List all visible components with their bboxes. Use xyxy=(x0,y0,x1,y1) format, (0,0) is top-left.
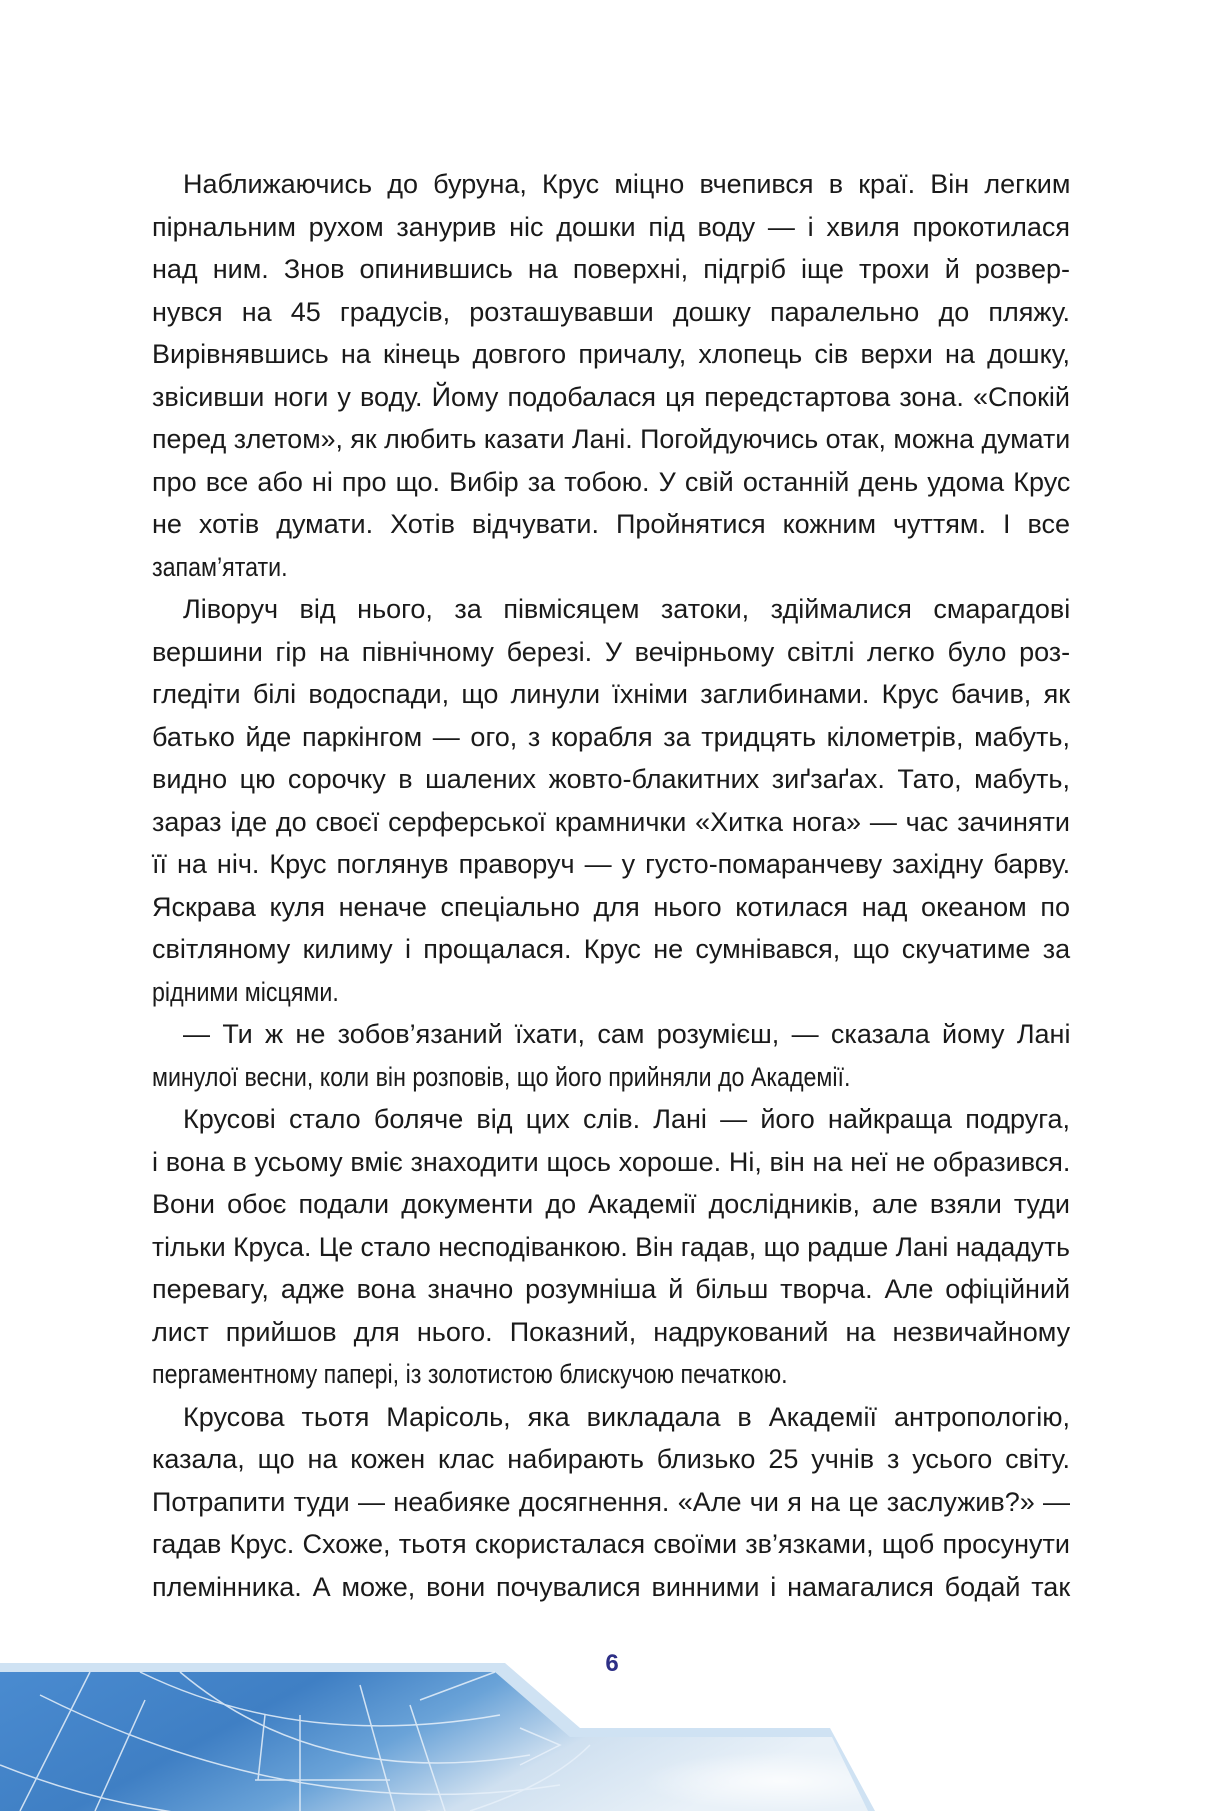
text-line: Вони обоє подали документи до Академії дослідників, але взяли туди xyxy=(152,1189,1070,1219)
text-line: нувся на 45 градусів, розташувавши дошку паралельно до пляжу. xyxy=(152,296,1071,327)
text-line: вершини гір на північному березі. У вечірньому світлі легко було роз- xyxy=(152,636,1071,667)
paragraph-first-line: Крусові стало боляче від цих слів. Лані — його найкраща подруга, xyxy=(183,1104,1070,1134)
text-line: світляному килиму і прощалася. Крус не сумнівався, що скучатиме за xyxy=(152,934,1071,964)
text-line: і вона в усьому вміє знаходити щось хороше. Ні, він на неї не образився. xyxy=(152,1146,1071,1177)
text-line: перед злетом», як любить казати Лані. Погойдуючись отак, можна думати xyxy=(152,424,1071,454)
body-text xyxy=(152,163,1070,1608)
text-line: племінника. А може, вони почувалися винними і намагалися бодай так xyxy=(152,1571,1071,1602)
text-line: гадав Крус. Схоже, тьотя скористалася своїми зв’язками, щоб просунути xyxy=(152,1529,1070,1559)
page-number: 6 xyxy=(605,1650,619,1677)
text-line: запам’ятати. xyxy=(152,551,288,582)
text-line: не хотів думати. Хотів відчувати. Пройнятися кожним чуттям. І все xyxy=(152,509,1070,539)
text-line: гледіти білі водоспади, що линули їхніми заглибинами. Крус бачив, як xyxy=(152,679,1071,709)
text-line: Вирівнявшись на кінець довгого причалу, хлопець сів верхи на дошку, xyxy=(152,339,1070,369)
text-line: лист прийшов для нього. Показний, надрукований на незвичайному xyxy=(152,1316,1071,1347)
text-line: Яскрава куля неначе спеціально для нього котилася над океаном по xyxy=(152,891,1070,922)
text-line: зараз іде до своєї серферської крамнички «Хитка нога» — час зачиняти xyxy=(152,806,1070,837)
paragraph-first-line: Наближаючись до буруна, Крус міцно вчепився в краї. Він легким xyxy=(183,169,1071,199)
decorative-watercolor-band xyxy=(0,1655,1220,1811)
text-line: минулої весни, коли він розповів, що його прийняли до Академії. xyxy=(152,1061,851,1092)
text-line: Потрапити туди — неабияке досягнення. «Але чи я на це заслужив?» — xyxy=(152,1486,1070,1517)
text-line: пірнальним рухом занурив ніс дошки під воду — і хвиля прокотилася xyxy=(152,211,1070,242)
text-line: над ним. Знов опинившись на поверхні, підгріб іще трохи й розвер- xyxy=(152,254,1070,284)
paragraph-first-line: Ліворуч від нього, за півмісяцем затоки, здіймалися смарагдові xyxy=(183,594,1071,624)
text-line: про все або ні про що. Вибір за тобою. У свій останній день удома Крус xyxy=(152,466,1071,497)
text-line: звісивши ноги у воду. Йому подобалася ця передстартова зона. «Спокій xyxy=(152,381,1070,412)
text-line: тільки Круса. Це стало несподіванкою. Він гадав, що радше Лані нададуть xyxy=(152,1231,1070,1262)
text-line: пергаментному папері, із золотистою блискучою печаткою. xyxy=(152,1359,788,1389)
paragraph-first-line: — Ти ж не зобов’язаний їхати, сам розумієш, — сказала йому Лані xyxy=(183,1019,1071,1049)
paragraph-first-line: Крусова тьотя Марісоль, яка викладала в Академії антропологію, xyxy=(183,1401,1070,1432)
text-line: казала, що на кожен клас набирають близько 25 учнів з усього світу. xyxy=(152,1444,1070,1474)
text-line: рідними місцями. xyxy=(152,976,339,1007)
text-line: видно цю сорочку в шалених жовто-блакитних зиґзаґах. Тато, мабуть, xyxy=(152,764,1070,794)
text-line: її на ніч. Крус поглянув праворуч — у густо-помаранчеву західну барву. xyxy=(152,849,1071,879)
text-line: батько йде паркінгом — ого, з корабля за тридцять кілометрів, мабуть, xyxy=(152,721,1070,752)
text-line: перевагу, адже вона значно розумніша й більш творча. Але офіційний xyxy=(152,1274,1071,1304)
